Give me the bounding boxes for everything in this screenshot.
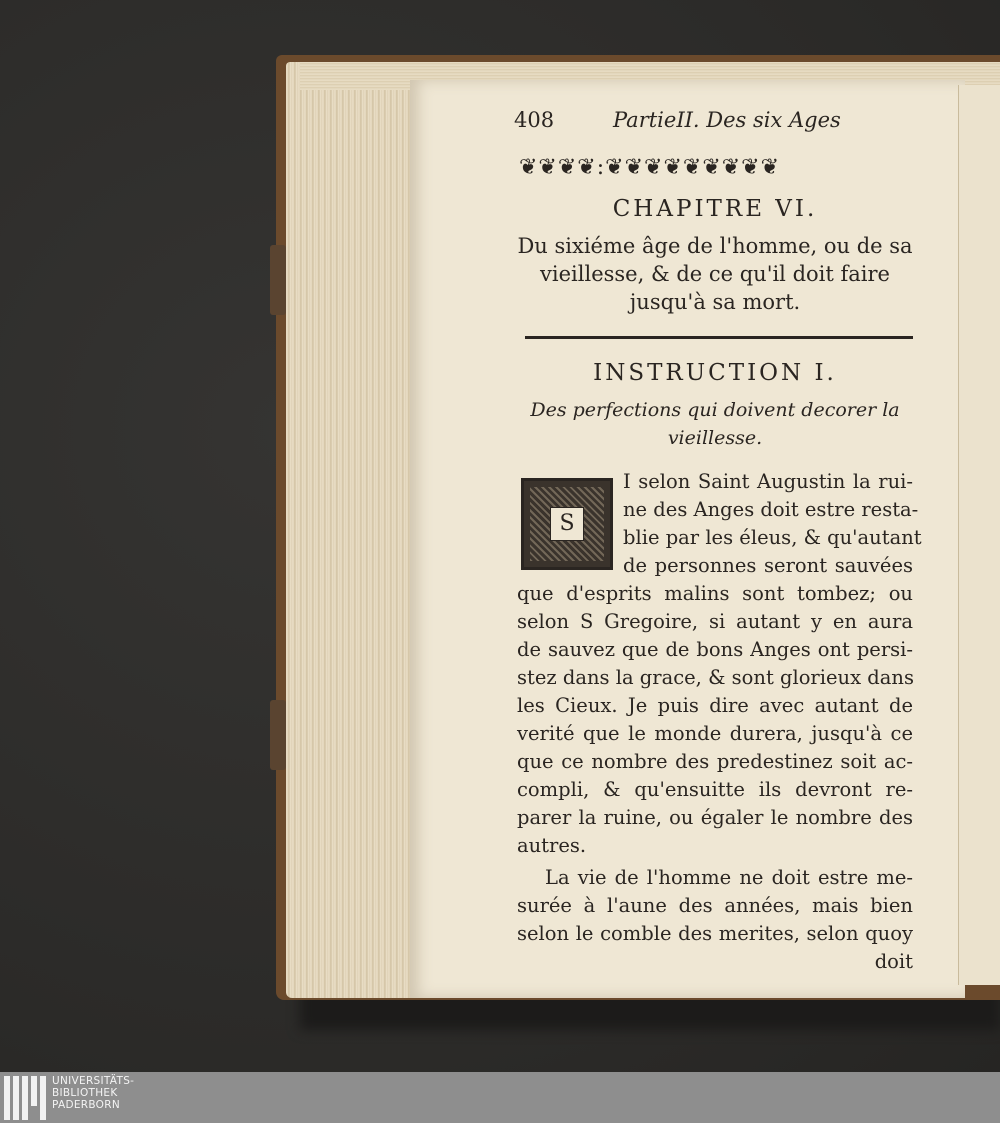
body-line: selon le comble des merites, selon quoy [517,922,913,945]
library-footer [0,1072,1000,1123]
body-line: de sauvez que de bons Anges ont persi- [517,638,913,661]
running-title: PartieII. Des six Ages [613,108,841,132]
next-page-edge [958,85,1000,985]
body-line: que d'esprits malins sont tombez; ou [517,582,913,605]
chapter-subtitle-line: Du sixiéme âge de l'homme, ou de sa [517,234,913,258]
body-line: I selon Saint Augustin la rui- [623,470,913,493]
logo-line: PADERBORN [52,1099,120,1111]
drop-cap-letter: S [550,507,584,541]
body-line: verité que le monde durera, jusqu'à ce [517,722,913,745]
body-line: autres. [517,834,587,857]
instruction-heading: INSTRUCTION I. [593,360,837,386]
page-edges-left [286,62,416,998]
body-line: compli, & qu'ensuitte ils devront re- [517,778,913,801]
body-line: parer la ruine, ou égaler le nombre des [517,806,913,829]
body-line: La vie de l'homme ne doit estre me- [545,866,913,889]
chapter-subtitle-line: vieillesse, & de ce qu'il doit faire [540,262,890,286]
clasp-upper [270,245,286,315]
library-logo-icon [4,1076,46,1120]
catchword: doit [874,950,913,973]
logo-line: UNIVERSITÄTS- [52,1075,135,1087]
clasp-lower [270,700,286,770]
body-line: surée à l'aune des années, mais bien [517,894,913,917]
body-line: les Cieux. Je puis dire avec autant de [517,694,913,717]
logo-line: BIBLIOTHEK [52,1087,118,1099]
horizontal-rule [525,336,913,339]
body-line: que ce nombre des predestinez soit ac- [517,750,913,773]
drop-cap-frame [521,478,613,570]
body-line: blie par les éleus, & qu'autant [623,526,922,549]
body-line: de personnes seront sauvées [623,554,913,577]
chapter-subtitle-line: jusqu'à sa mort. [629,290,801,314]
library-logo-text [52,1075,134,1111]
body-line: selon S Gregoire, si autant y en aura [517,610,913,633]
chapter-subtitle [517,232,913,316]
body-line: stez dans la grace, & sont glorieux dans [517,666,914,689]
body-line: ne des Anges doit estre resta- [623,498,919,521]
instruction-subtitle [517,396,913,452]
ornament-band: ❦❦❦❦:❦❦❦❦❦❦❦❦❦ [519,155,781,180]
instruction-subtitle-line: vieillesse. [667,427,763,449]
page-number: 408 [514,108,555,132]
instruction-subtitle-line: Des perfections qui doivent decorer la [530,399,900,421]
running-head [514,108,913,140]
chapter-heading: CHAPITRE VI. [612,196,818,222]
